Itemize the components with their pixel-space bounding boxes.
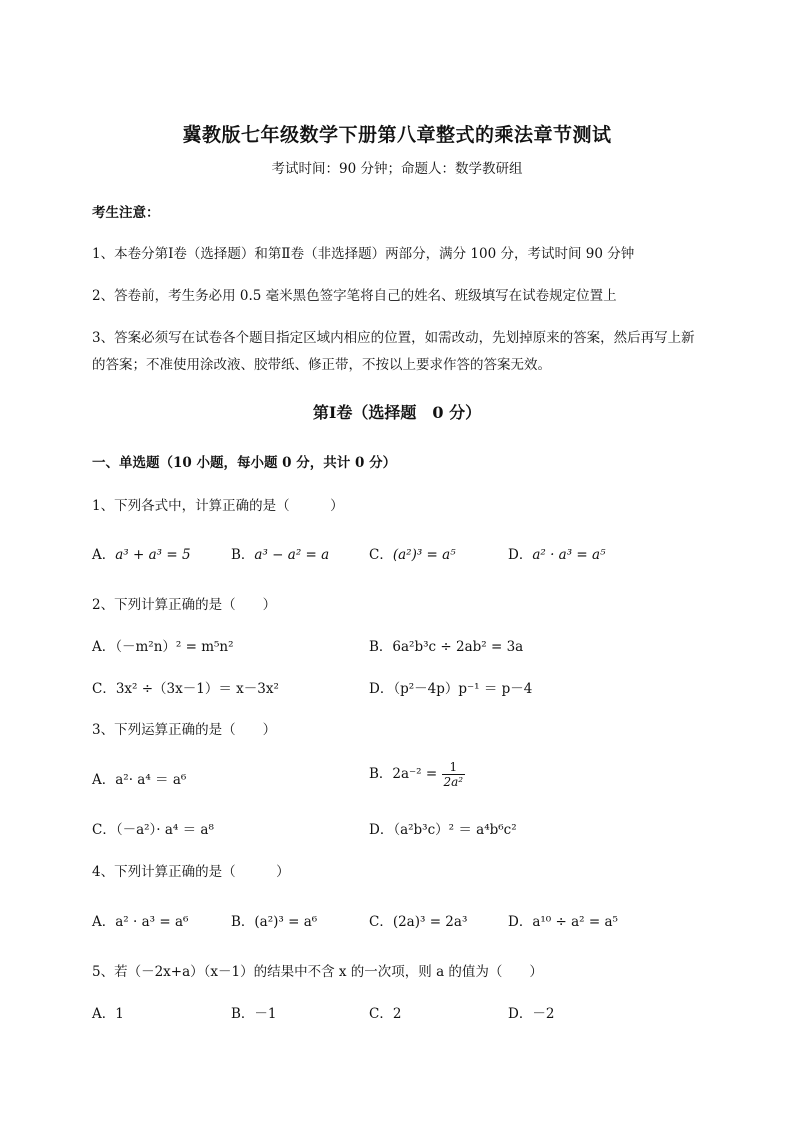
question-1-stem: 1、下列各式中，计算正确的是（ ） <box>92 498 344 514</box>
question-4-option-d: D．a¹⁰ ÷ a² = a⁵ <box>508 914 618 930</box>
question-4-option-c: C．(2a)³ = 2a³ <box>369 914 468 930</box>
option-letter: D． <box>508 547 533 563</box>
notice-item-2: 2、答卷前，考生务必用 0.5 毫米黑色签字笔将自己的姓名、班级填写在试卷规定位置上 <box>92 288 617 304</box>
question-1-option-d <box>508 543 605 563</box>
notice-heading: 考生注意： <box>92 205 160 221</box>
option-letter: A． <box>92 547 116 563</box>
notice-item-3-cont: 的答案；不准使用涂改液、胶带纸、修正带，不按以上要求作答的答案无效。 <box>92 357 551 373</box>
notice-item-3: 3、答案必须写在试卷各个题目指定区域内相应的位置，如需改动，先划掉原来的答案，然后再写上新 <box>92 330 695 346</box>
exam-subtitle: 考试时间：90 分钟；命题人：数学教研组 <box>271 161 523 177</box>
question-2-option-d: D．（p²－4p）p⁻¹ ＝ p－4 <box>369 681 533 697</box>
question-5-stem: 5、若（－2x+a）（x－1）的结果中不含 x 的一次项，则 a 的值为（ ） <box>92 964 543 980</box>
question-2-option-c: C．3x² ÷（3x－1）＝ x－3x² <box>92 681 279 697</box>
question-2-option-a: A．（－m²n）² = m⁵n² <box>92 639 234 655</box>
option-expr: (a²)³ = a⁵ <box>392 547 456 563</box>
question-2-stem: 2、下列计算正确的是（ ） <box>92 597 277 613</box>
question-5-option-c: C．2 <box>369 1006 402 1022</box>
fraction-denominator: 2a² <box>443 775 464 789</box>
section-title: 第Ⅰ卷（选择题 0 分） <box>312 403 482 422</box>
option-expr: a² · a³ = a⁵ <box>532 547 606 563</box>
question-3-option-c: C．（－a²）· a⁴ ＝ a⁸ <box>92 822 214 838</box>
question-5-option-b: B．－1 <box>231 1006 277 1022</box>
question-5-option-a: A．1 <box>92 1006 124 1022</box>
option-expr: a³ + a³ = 5 <box>115 547 191 563</box>
question-5-option-d: D．－2 <box>508 1006 555 1022</box>
option-letter: C． <box>369 547 393 563</box>
question-3-option-d: D．（a²b³c）² ＝ a⁴b⁶c² <box>369 822 517 838</box>
fraction <box>442 760 466 789</box>
option-expr: a³ − a² = a <box>254 547 330 563</box>
question-1-option-b <box>231 543 329 563</box>
question-1-option-a <box>92 543 191 563</box>
question-3-option-b <box>369 760 465 789</box>
question-4-option-a: A．a² · a³ = a⁶ <box>92 914 189 930</box>
question-2-option-b: B．6a²b³c ÷ 2ab² = 3a <box>369 639 524 655</box>
option-text: B．2a⁻² = <box>369 766 438 782</box>
question-3-option-a: A．a²· a⁴ ＝ a⁶ <box>92 772 187 788</box>
part-heading: 一、单选题（10 小题，每小题 0 分，共计 0 分） <box>92 455 397 471</box>
fraction-numerator: 1 <box>442 760 466 775</box>
question-3-stem: 3、下列运算正确的是（ ） <box>92 722 277 738</box>
question-4-option-b: B．(a²)³ = a⁶ <box>231 914 318 930</box>
exam-title: 冀教版七年级数学下册第八章整式的乘法章节测试 <box>182 124 612 146</box>
question-1-option-c <box>369 543 456 563</box>
question-4-stem: 4、下列计算正确的是（ ） <box>92 864 290 880</box>
option-letter: B． <box>231 547 255 563</box>
notice-item-1: 1、本卷分第Ⅰ卷（选择题）和第Ⅱ卷（非选择题）两部分，满分 100 分，考试时间 90 分钟 <box>92 246 635 262</box>
